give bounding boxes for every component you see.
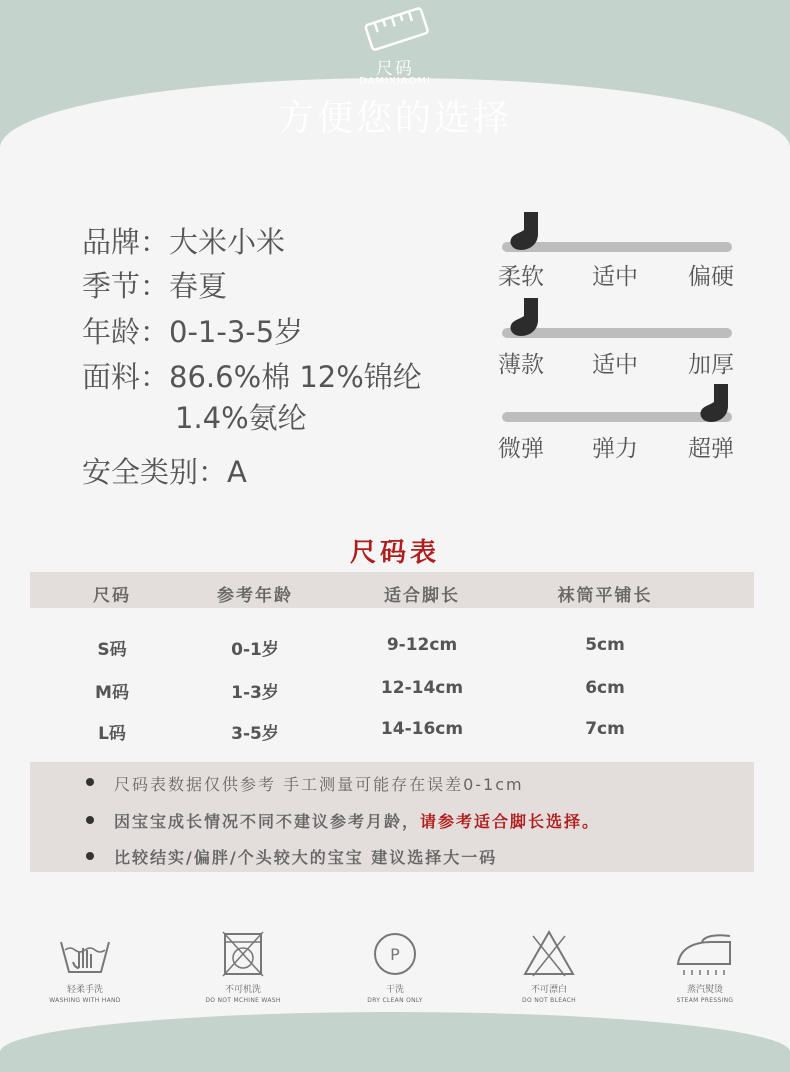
page-title: 方便您的选择 xyxy=(277,98,512,139)
table-cell: 5cm xyxy=(585,635,625,655)
table-cell: 3-5岁 xyxy=(231,724,279,744)
slider-label-mid: 适中 xyxy=(592,264,638,290)
sock-icon xyxy=(508,210,548,254)
care-label-cn: 轻柔手洗 xyxy=(66,985,103,995)
care-dry-clean xyxy=(340,928,450,1004)
spec-material: 面料：86.6%棉 12%锦纶 xyxy=(82,360,422,394)
note-age-advice xyxy=(114,809,600,832)
care-label-cn: 不可机洗 xyxy=(224,985,261,995)
care-no-machine-wash xyxy=(188,928,298,1004)
svg-text:P: P xyxy=(390,945,400,964)
no-bleach-icon xyxy=(519,928,579,978)
slider-label-left: 柔软 xyxy=(498,264,544,290)
bullet xyxy=(86,816,94,824)
table-cell: 12-14cm xyxy=(380,678,464,698)
sock-icon xyxy=(698,382,738,426)
note-age-advice-b: 请参考适合脚长选择。 xyxy=(420,812,601,831)
spec-season: 季节：春夏 xyxy=(82,269,228,303)
care-hand-wash xyxy=(30,928,140,1004)
slider-label-right: 偏硬 xyxy=(688,264,734,290)
hand-wash-icon xyxy=(55,928,115,978)
slider-label-right: 加厚 xyxy=(688,352,734,378)
size-table-title: 尺码表 xyxy=(349,538,440,568)
ruler-icon xyxy=(362,6,432,54)
table-cell: 0-1岁 xyxy=(231,640,279,660)
care-no-bleach xyxy=(494,928,604,1004)
slider-label-mid: 弹力 xyxy=(592,436,638,462)
header-label: 尺码 xyxy=(376,59,414,79)
care-steam-iron xyxy=(650,928,760,1004)
care-label-cn: 蒸汽熨烫 xyxy=(686,985,723,995)
care-label-cn: 不可漂白 xyxy=(530,985,567,995)
care-label-en: DO NOT MCHINE WASH xyxy=(205,997,281,1004)
slider-label-mid: 适中 xyxy=(592,352,638,378)
slider-label-left: 薄款 xyxy=(498,352,544,378)
spec-age: 年龄：0-1-3-5岁 xyxy=(82,315,304,349)
table-cell: 1-3岁 xyxy=(231,683,279,703)
spec-brand: 品牌：大米小米 xyxy=(82,225,286,259)
table-cell: M码 xyxy=(95,683,129,703)
table-cell: L码 xyxy=(98,724,126,744)
spec-material-cont: 1.4%氨纶 xyxy=(175,401,307,435)
slider-label-right: 超弹 xyxy=(688,436,734,462)
table-header-cell: 袜筒平铺长 xyxy=(557,586,653,606)
table-cell: 6cm xyxy=(585,678,625,698)
header-brand-en: DAMIXIAOMI xyxy=(359,76,431,87)
care-label-en: WASHING WITH HAND xyxy=(49,997,121,1004)
table-header-cell: 尺码 xyxy=(93,586,131,606)
table-cell: S码 xyxy=(97,640,127,660)
table-cell: 7cm xyxy=(585,719,625,739)
care-label-en: STEAM PRESSING xyxy=(676,997,734,1004)
bullet xyxy=(86,778,94,786)
dry-clean-icon xyxy=(365,928,425,978)
care-label-en: DO NOT BLEACH xyxy=(522,997,576,1004)
table-cell: 9-12cm xyxy=(386,635,458,655)
no-machine-wash-icon xyxy=(213,928,273,978)
bullet xyxy=(86,852,94,860)
slider-label-left: 微弹 xyxy=(498,436,544,462)
table-header-cell: 适合脚长 xyxy=(384,586,460,606)
steam-iron-icon xyxy=(672,928,738,978)
spec-safety: 安全类别：A xyxy=(82,455,247,489)
sock-icon xyxy=(508,296,548,340)
note-size-up: 比较结实/偏胖/个头较大的宝宝 建议选择大一码 xyxy=(114,848,498,867)
table-header-cell: 参考年龄 xyxy=(217,586,293,606)
note-measurement: 尺码表数据仅供参考 手工测量可能存在误差0-1cm xyxy=(114,775,524,794)
care-label-en: DRY CLEAN ONLY xyxy=(367,997,423,1004)
care-label-cn: 干洗 xyxy=(385,985,404,995)
note-age-advice-a: 因宝宝成长情况不同不建议参考月龄， xyxy=(114,812,421,831)
table-cell: 14-16cm xyxy=(380,719,464,739)
